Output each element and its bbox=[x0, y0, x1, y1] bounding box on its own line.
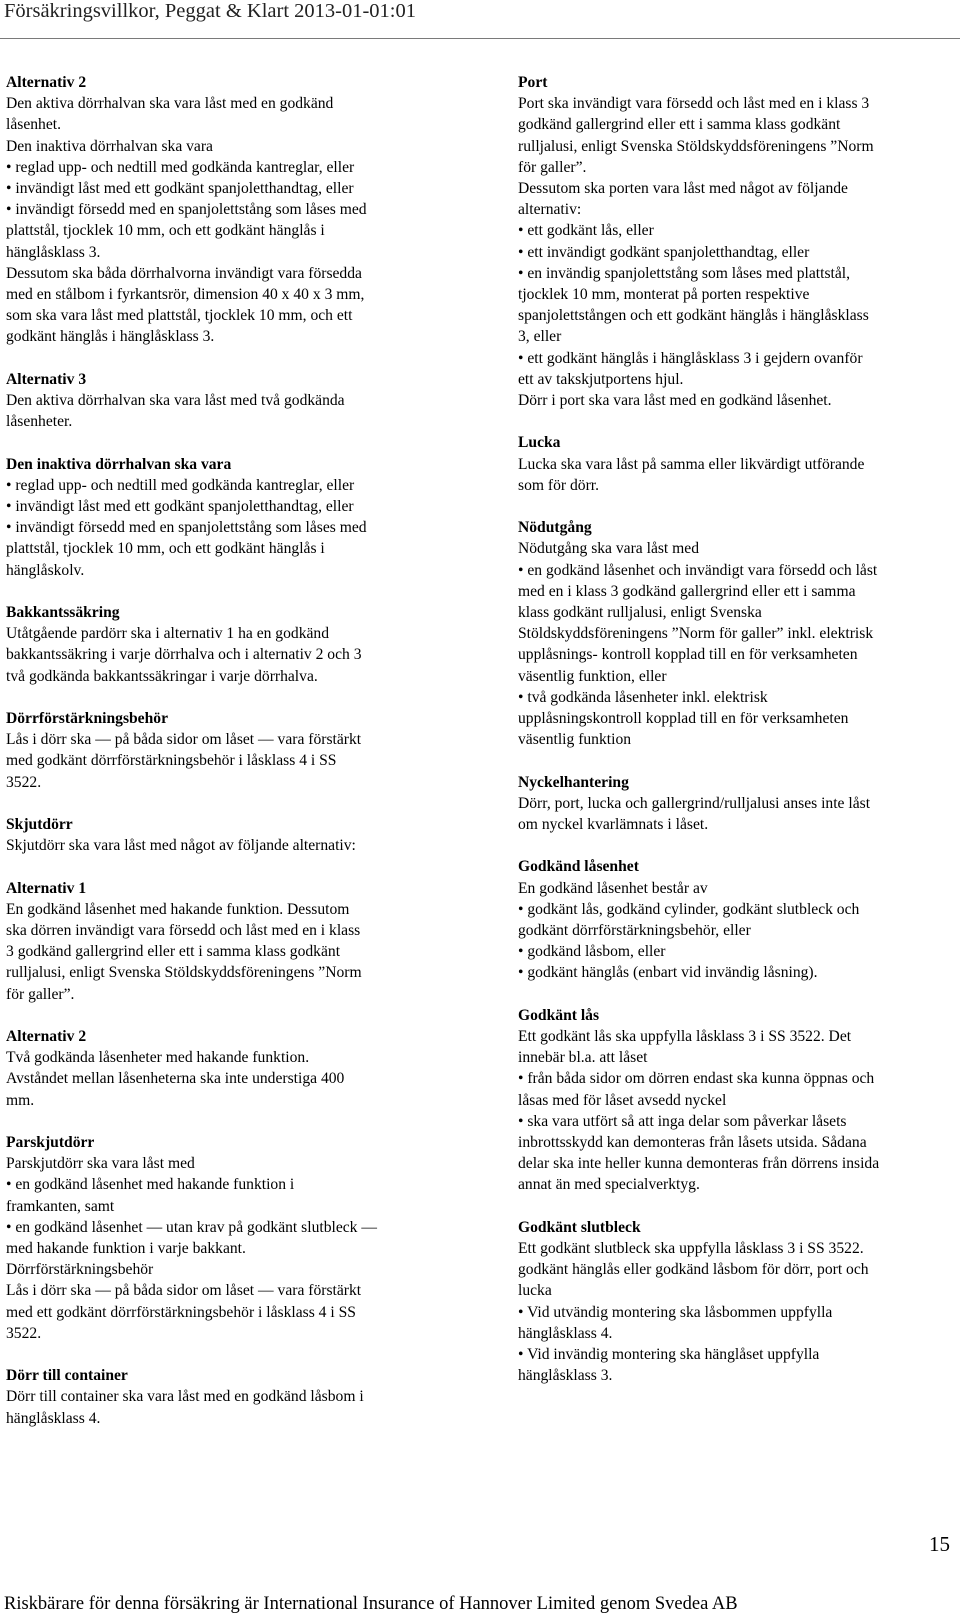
body-text-line: godkänt hänglås i hänglåsklass 3. bbox=[6, 328, 215, 346]
body-text-line: mm. bbox=[6, 1091, 35, 1109]
body-text-line: godkänd gallergrind eller ett i samma klass godkänt bbox=[518, 116, 841, 134]
section-heading: Port bbox=[518, 74, 548, 91]
body-text-line: Ett godkänt slutbleck ska uppfylla låsklass 3 i SS 3522. bbox=[518, 1240, 864, 1258]
body-text-line: spanjolettstången och ett godkänt hänglås i hänglåsklass bbox=[518, 307, 869, 325]
body-text-line: • invändigt försedd med en spanjolettstång som låses med bbox=[6, 201, 367, 219]
body-text-line: alternativ: bbox=[518, 201, 582, 219]
header-divider bbox=[0, 38, 960, 39]
body-text-line: med godkänt dörrförstärkningsbehör i låsklass 4 i SS bbox=[6, 752, 337, 770]
section bbox=[518, 856, 958, 983]
section bbox=[6, 602, 446, 687]
body-text-line: bakkantssäkring i varje dörrhalva och i alternativ 2 och 3 bbox=[6, 646, 362, 664]
body-text-line: 3 godkänd gallergrind eller ett i samma klass godkänt bbox=[6, 943, 341, 961]
section bbox=[518, 432, 958, 496]
body-text-line: godkänt dörrförstärkningsbehör, eller bbox=[518, 922, 751, 940]
body-text-line: • godkänd låsbom, eller bbox=[518, 943, 666, 961]
body-text-line: inbrottsskydd kan demonteras från låsets utsida. Sådana bbox=[518, 1134, 867, 1152]
body-text-line: Lucka ska vara låst på samma eller likvärdigt utförande bbox=[518, 455, 865, 473]
body-text-line: En godkänd låsenhet består av bbox=[518, 879, 708, 897]
body-text-line: • en invändig spanjolettstång som låses med plattstål, bbox=[518, 264, 851, 282]
body-text-line: Lås i dörr ska — på båda sidor om låset — vara förstärkt bbox=[6, 731, 362, 749]
body-text-line: Nödutgång ska vara låst med bbox=[518, 540, 700, 558]
body-text-line: klass godkänt rulljalusi, enligt Svenska bbox=[518, 604, 762, 622]
body-text-line: • ett godkänt lås, eller bbox=[518, 222, 654, 240]
body-text-line: hänglåsklass 3. bbox=[518, 1367, 613, 1385]
body-text-line: Parskjutdörr ska vara låst med bbox=[6, 1155, 195, 1173]
body-text-line: Dessutom ska porten vara låst med något av följande bbox=[518, 180, 848, 198]
body-text-line: upplåsningskontroll kopplad till en för verksamheten bbox=[518, 710, 849, 728]
body-text-line: Dörr, port, lucka och gallergrind/rulljalusi anses inte låst bbox=[518, 794, 871, 812]
body-text-line: • ska vara utfört så att inga delar som påverkar låsets bbox=[518, 1112, 847, 1130]
left-column bbox=[6, 72, 446, 1450]
body-text-line: • reglad upp- och nedtill med godkända kantreglar, eller bbox=[6, 158, 355, 176]
section-heading: Alternativ 2 bbox=[6, 74, 87, 91]
section-heading: Godkänt slutbleck bbox=[518, 1218, 641, 1236]
body-text-line: Dörr i port ska vara låst med en godkänd låsenhet. bbox=[518, 392, 832, 410]
section-heading: Lucka bbox=[518, 434, 561, 452]
section bbox=[6, 814, 446, 856]
body-text-line: innebär bl.a. att låset bbox=[518, 1049, 648, 1067]
section-heading: Dörrförstärkningsbehör bbox=[6, 710, 168, 728]
body-text-line: låsenhet. bbox=[6, 116, 61, 134]
body-text-line: • godkänt lås, godkänd cylinder, godkänt slutbleck och bbox=[518, 900, 860, 918]
section-heading: Godkänt lås bbox=[518, 1006, 600, 1024]
body-text-line: • Vid invändig montering ska hänglåset uppfylla bbox=[518, 1346, 820, 1364]
body-text-line: rulljalusi, enligt Svenska Stöldskyddsföreningens ”Norm bbox=[6, 964, 362, 982]
section bbox=[6, 1365, 446, 1429]
body-text-line: En godkänd låsenhet med hakande funktion. Dessutom bbox=[6, 900, 350, 918]
body-text-line: • invändigt låst med ett godkänt spanjoletthandtag, eller bbox=[6, 498, 354, 516]
section-heading: Alternativ 2 bbox=[6, 1028, 87, 1046]
section-heading: Dörr till container bbox=[6, 1367, 128, 1385]
page-header-title: Försäkringsvillkor, Peggat & Klart 2013-01-01:01 bbox=[4, 0, 416, 22]
body-text-line: med en stålbom i fyrkantsrör, dimension 40 x 40 x 3 mm, bbox=[6, 286, 365, 304]
section-heading: Parskjutdörr bbox=[6, 1134, 95, 1152]
body-text-line: ett av takskjutportens hjul. bbox=[518, 370, 684, 388]
body-text-line: med ett godkänt dörrförstärkningsbehör i låsklass 4 i SS bbox=[6, 1303, 356, 1321]
section-heading: Alternativ 1 bbox=[6, 879, 87, 897]
section bbox=[518, 1005, 958, 1196]
page-number: 15 bbox=[929, 1532, 950, 1556]
body-text-line: Den aktiva dörrhalvan ska vara låst med två godkända bbox=[6, 392, 345, 410]
body-text-line: 3, eller bbox=[518, 328, 562, 346]
body-text-line: Utåtgående pardörr ska i alternativ 1 ha en godkänd bbox=[6, 625, 330, 643]
body-text-line: • ett godkänt hänglås i hänglåsklass 3 i gejdern ovanför bbox=[518, 349, 863, 367]
section-heading: Nyckelhantering bbox=[518, 773, 629, 791]
section bbox=[6, 454, 446, 581]
body-text-line: • reglad upp- och nedtill med godkända kantreglar, eller bbox=[6, 476, 355, 494]
body-text-line: Den inaktiva dörrhalvan ska vara bbox=[6, 137, 213, 155]
section bbox=[6, 708, 446, 793]
section bbox=[518, 1217, 958, 1387]
section bbox=[6, 1132, 446, 1344]
body-text-line: ska dörren invändigt vara försedd och låst med en i klass bbox=[6, 922, 361, 940]
body-text-line: Dessutom ska båda dörrhalvorna invändigt vara försedda bbox=[6, 264, 362, 282]
body-text-line: • invändigt försedd med en spanjolettstång som låses med bbox=[6, 519, 367, 537]
body-text-line: Dörrförstärkningsbehör bbox=[6, 1261, 154, 1279]
section-heading: Bakkantssäkring bbox=[6, 604, 120, 622]
body-text-line: plattstål, tjocklek 10 mm, och ett godkänt hänglås i bbox=[6, 222, 325, 240]
body-text-line: • invändigt låst med ett godkänt spanjoletthandtag, eller bbox=[6, 180, 354, 198]
body-text-line: annat än med specialverktyg. bbox=[518, 1176, 700, 1194]
body-text-line: två godkända bakkantssäkringar i varje dörrhalva. bbox=[6, 667, 318, 685]
section bbox=[518, 517, 958, 750]
body-text-line: tjocklek 10 mm, monterat på porten respektive bbox=[518, 286, 810, 304]
body-text-line: Ett godkänt lås ska uppfylla låsklass 3 i SS 3522. Det bbox=[518, 1028, 852, 1046]
body-text-line: med en i klass 3 godkänd gallergrind eller ett i samma bbox=[518, 582, 856, 600]
body-text-line: • ett invändigt godkänt spanjoletthandtag, eller bbox=[518, 243, 810, 261]
body-text-line: Port ska invändigt vara försedd och låst med en i klass 3 bbox=[518, 95, 870, 113]
section bbox=[6, 1026, 446, 1111]
body-text-line: väsentlig funktion bbox=[518, 731, 632, 749]
body-text-line: • Vid utvändig montering ska låsbommen uppfylla bbox=[518, 1303, 833, 1321]
section bbox=[518, 772, 958, 836]
body-text-line: lucka bbox=[518, 1282, 552, 1300]
right-column bbox=[518, 72, 958, 1408]
body-text-line: Dörr till container ska vara låst med en godkänd låsbom i bbox=[6, 1388, 364, 1406]
body-text-line: som för dörr. bbox=[518, 476, 599, 494]
body-text-line: plattstål, tjocklek 10 mm, och ett godkänt hänglås i bbox=[6, 540, 325, 558]
body-text-line: • två godkända låsenheter inkl. elektrisk bbox=[518, 688, 768, 706]
body-text-line: • en godkänd låsenhet och invändigt vara försedd och låst bbox=[518, 561, 878, 579]
section-heading: Godkänd låsenhet bbox=[518, 858, 639, 876]
body-text-line: hänglåskolv. bbox=[6, 561, 85, 579]
section bbox=[6, 72, 446, 348]
body-text-line: Stöldskyddsföreningens ”Norm för galler” inkl. elektrisk bbox=[518, 625, 874, 643]
body-text-line: Lås i dörr ska — på båda sidor om låset — vara förstärkt bbox=[6, 1282, 362, 1300]
footer-text: Riskbärare för denna försäkring är International Insurance of Hannover Limited genom Svedea AB bbox=[4, 1594, 738, 1614]
body-text-line: upplåsnings- kontroll kopplad till en för verksamheten bbox=[518, 646, 858, 664]
body-text-line: godkänt hänglås eller godkänd låsbom för dörr, port och bbox=[518, 1261, 869, 1279]
body-text-line: för galler”. bbox=[6, 985, 75, 1003]
body-text-line: hänglåsklass 3. bbox=[6, 243, 101, 261]
section bbox=[6, 369, 446, 433]
body-text-line: • godkänt hänglås (enbart vid invändig låsning). bbox=[518, 964, 818, 982]
body-text-line: som ska vara låst med plattstål, tjocklek 10 mm, och ett bbox=[6, 307, 353, 325]
body-text-line: 3522. bbox=[6, 1324, 42, 1342]
body-text-line: • en godkänd låsenhet med hakande funktion i bbox=[6, 1176, 295, 1194]
body-text-line: väsentlig funktion, eller bbox=[518, 667, 667, 685]
body-text-line: framkanten, samt bbox=[6, 1197, 115, 1215]
body-text-line: för galler”. bbox=[518, 158, 587, 176]
section-heading: Nödutgång bbox=[518, 519, 592, 537]
body-text-line: Avståndet mellan låsenheterna ska inte understiga 400 bbox=[6, 1070, 345, 1088]
body-text-line: låsenheter. bbox=[6, 413, 73, 431]
body-text-line: Den aktiva dörrhalvan ska vara låst med en godkänd bbox=[6, 95, 334, 113]
section-heading: Den inaktiva dörrhalvan ska vara bbox=[6, 455, 232, 473]
section-heading: Skjutdörr bbox=[6, 816, 73, 834]
body-text-line: hänglåsklass 4. bbox=[6, 1409, 101, 1427]
section bbox=[6, 878, 446, 1005]
body-text-line: rulljalusi, enligt Svenska Stöldskyddsföreningens ”Norm bbox=[518, 137, 874, 155]
section bbox=[518, 72, 958, 411]
body-text-line: om nyckel kvarlämnats i låset. bbox=[518, 816, 709, 834]
body-text-line: Skjutdörr ska vara låst med något av följande alternativ: bbox=[6, 837, 356, 855]
body-text-line: delar ska inte heller kunna demonteras från dörrens insida bbox=[518, 1155, 880, 1173]
body-text-line: • en godkänd låsenhet — utan krav på godkänt slutbleck — bbox=[6, 1218, 377, 1236]
body-text-line: med hakande funktion i varje bakkant. bbox=[6, 1240, 246, 1258]
section-heading: Alternativ 3 bbox=[6, 370, 87, 388]
body-text-line: låsas med för låset avsedd nyckel bbox=[518, 1091, 727, 1109]
body-text-line: hänglåsklass 4. bbox=[518, 1324, 613, 1342]
body-text-line: Två godkända låsenheter med hakande funktion. bbox=[6, 1049, 310, 1067]
body-text-line: • från båda sidor om dörren endast ska kunna öppnas och bbox=[518, 1070, 875, 1088]
body-text-line: 3522. bbox=[6, 773, 42, 791]
